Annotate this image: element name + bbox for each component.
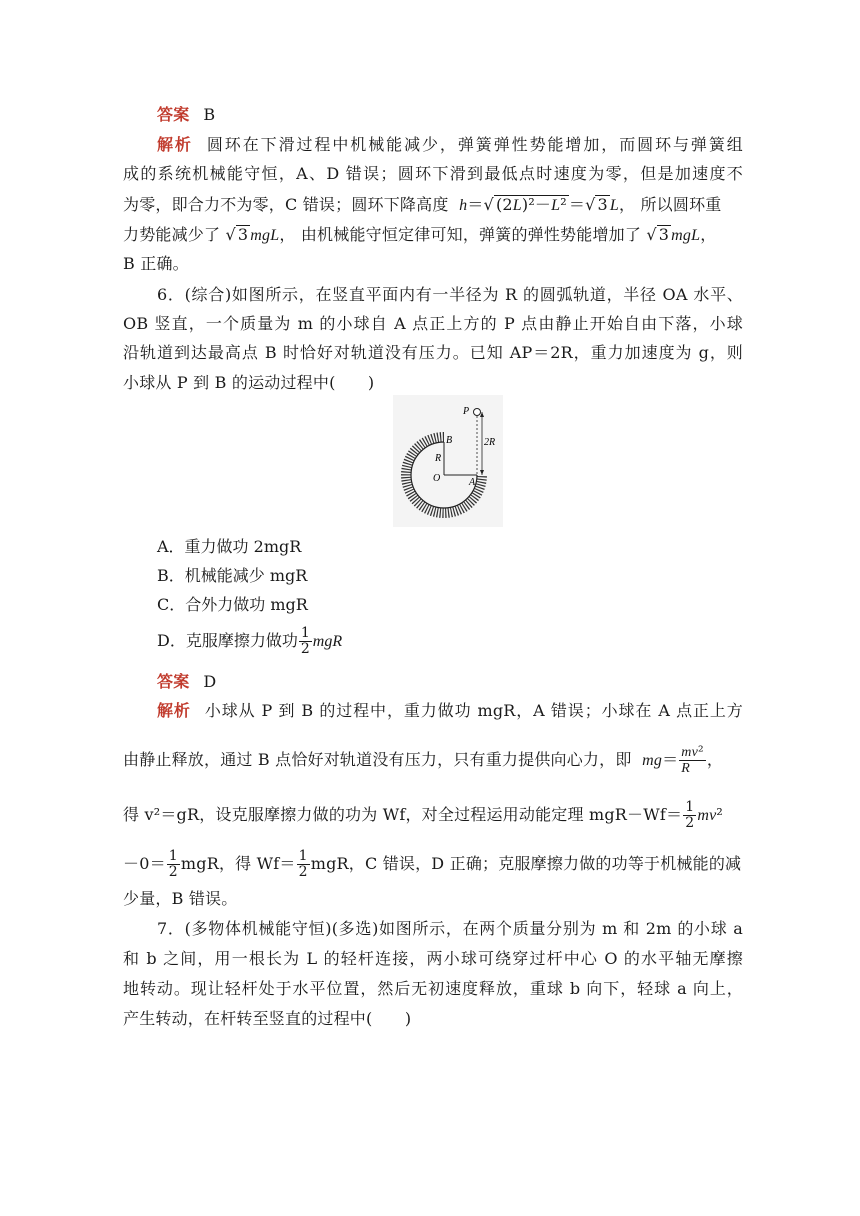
q6-line-4: 小球从 P 到 B 的运动过程中( ) <box>123 373 375 392</box>
label-b: B <box>446 435 453 446</box>
q5-analysis-line-4: 力势能减少了 √ 3 mgL， 由机械能守恒定律可知，弹簧的弹性势能增加了 √ 3 mgL， <box>123 225 717 244</box>
formula-centripetal: mg＝ $\frac{\text{mv²}}{R}$ ， <box>642 744 724 776</box>
q6-analysis-line-4: －0＝ $\frac{1}{2}$ mgR，得 Wf＝ $\frac{1}{2}$ mgR，C 错误，D 正确；克服摩擦力做的功等于机械能的减 <box>123 848 742 880</box>
analysis-label: 解析 <box>157 701 191 720</box>
q6-line-2: OB 竖直，一个质量为 m 的小球自 A 点正上方的 P 点由静止开始自由下落，小球 <box>123 314 743 333</box>
choice-c: C．合外力做功 mgR <box>157 595 308 614</box>
q5-answer-line <box>157 104 777 126</box>
choice-b: B．机械能减少 mgR <box>157 566 308 585</box>
label-p: P <box>463 406 470 417</box>
fraction-half: $\frac{1}{2}$ <box>300 625 310 657</box>
q6-analysis-line-3: 得 v²＝gR，设克服摩擦力做的功为 Wf，对全过程运用动能定理 mgR－Wf＝ $\frac{1}{2}$ mv² <box>123 799 723 831</box>
label-r: R <box>435 453 442 464</box>
choice-a: A．重力做功 2mgR <box>157 537 302 556</box>
q5-analysis-line-1: 解析 圆环在下滑过程中机械能减少，弹簧弹性势能增加，而圆环与弹簧组 <box>157 135 743 154</box>
circular-track-diagram <box>393 395 503 527</box>
ball-p <box>474 409 481 416</box>
analysis-label: 解析 <box>157 135 193 154</box>
q7-line-3: 地转动。现让轻杆处于水平位置，然后无初速度释放，重球 b 向下，轻球 a 向上， <box>123 979 743 998</box>
q6-answer-line <box>157 671 777 693</box>
answer-value: B <box>203 105 216 124</box>
q7-line-2: 和 b 之间，用一根长为 L 的轻杆连接，两小球可绕穿过杆中心 O 的水平轴无摩擦 <box>123 949 743 968</box>
q7-line-4: 产生转动，在杆转至竖直的过程中( ) <box>123 1009 412 1028</box>
answer-value: D <box>203 672 217 691</box>
q5-analysis-line-5: B 正确。 <box>123 254 189 273</box>
choice-d: D．克服摩擦力做功 $\frac{1}{2}$ mgR <box>157 625 343 657</box>
label-a: A <box>469 477 476 488</box>
q6-analysis-line-5: 少量，B 错误。 <box>123 889 238 908</box>
q6-analysis-line-1: 解析 小球从 P 到 B 的过程中，重力做功 mgR，A 错误；小球在 A 点正上方 <box>157 701 743 720</box>
formula-h: h＝√ (2L)²－L² ＝√ 3 L， <box>459 195 636 214</box>
formula-energy: √ 3 mgL， <box>225 225 296 244</box>
label-o: O <box>433 473 441 484</box>
formula-energy-2: √ 3 mgL， <box>646 225 717 244</box>
q7-line-1: 7．(多物体机械能守恒)(多选)如图所示，在两个质量分别为 m 和 2m 的小球 a <box>157 919 743 938</box>
q5-analysis-line-2: 成的系统机械能守恒，A、D 错误；圆环下滑到最低点时速度为零，但是加速度不 <box>123 164 743 183</box>
answer-label: 答案 <box>157 672 190 691</box>
label-2r: 2R <box>484 437 496 448</box>
q6-line-3: 沿轨道到达最高点 B 时恰好对轨道没有压力。已知 AP＝2R，重力加速度为 g，则 <box>123 343 743 362</box>
q6-line-1: 6．(综合)如图所示，在竖直平面内有一半径为 R 的圆弧轨道，半径 OA 水平、 <box>157 285 743 304</box>
answer-label: 答案 <box>157 105 190 124</box>
q5-analysis-line-3: 为零，即合力不为零，C 错误；圆环下降高度 h＝√ (2L)²－L² ＝√ 3 L， 所以圆环重 <box>123 195 722 214</box>
q6-analysis-line-2: 由静止释放，通过 B 点恰好对轨道没有压力，只有重力提供向心力，即 mg＝ $\frac{\text{mv²}}{R}$ ， <box>123 744 724 776</box>
